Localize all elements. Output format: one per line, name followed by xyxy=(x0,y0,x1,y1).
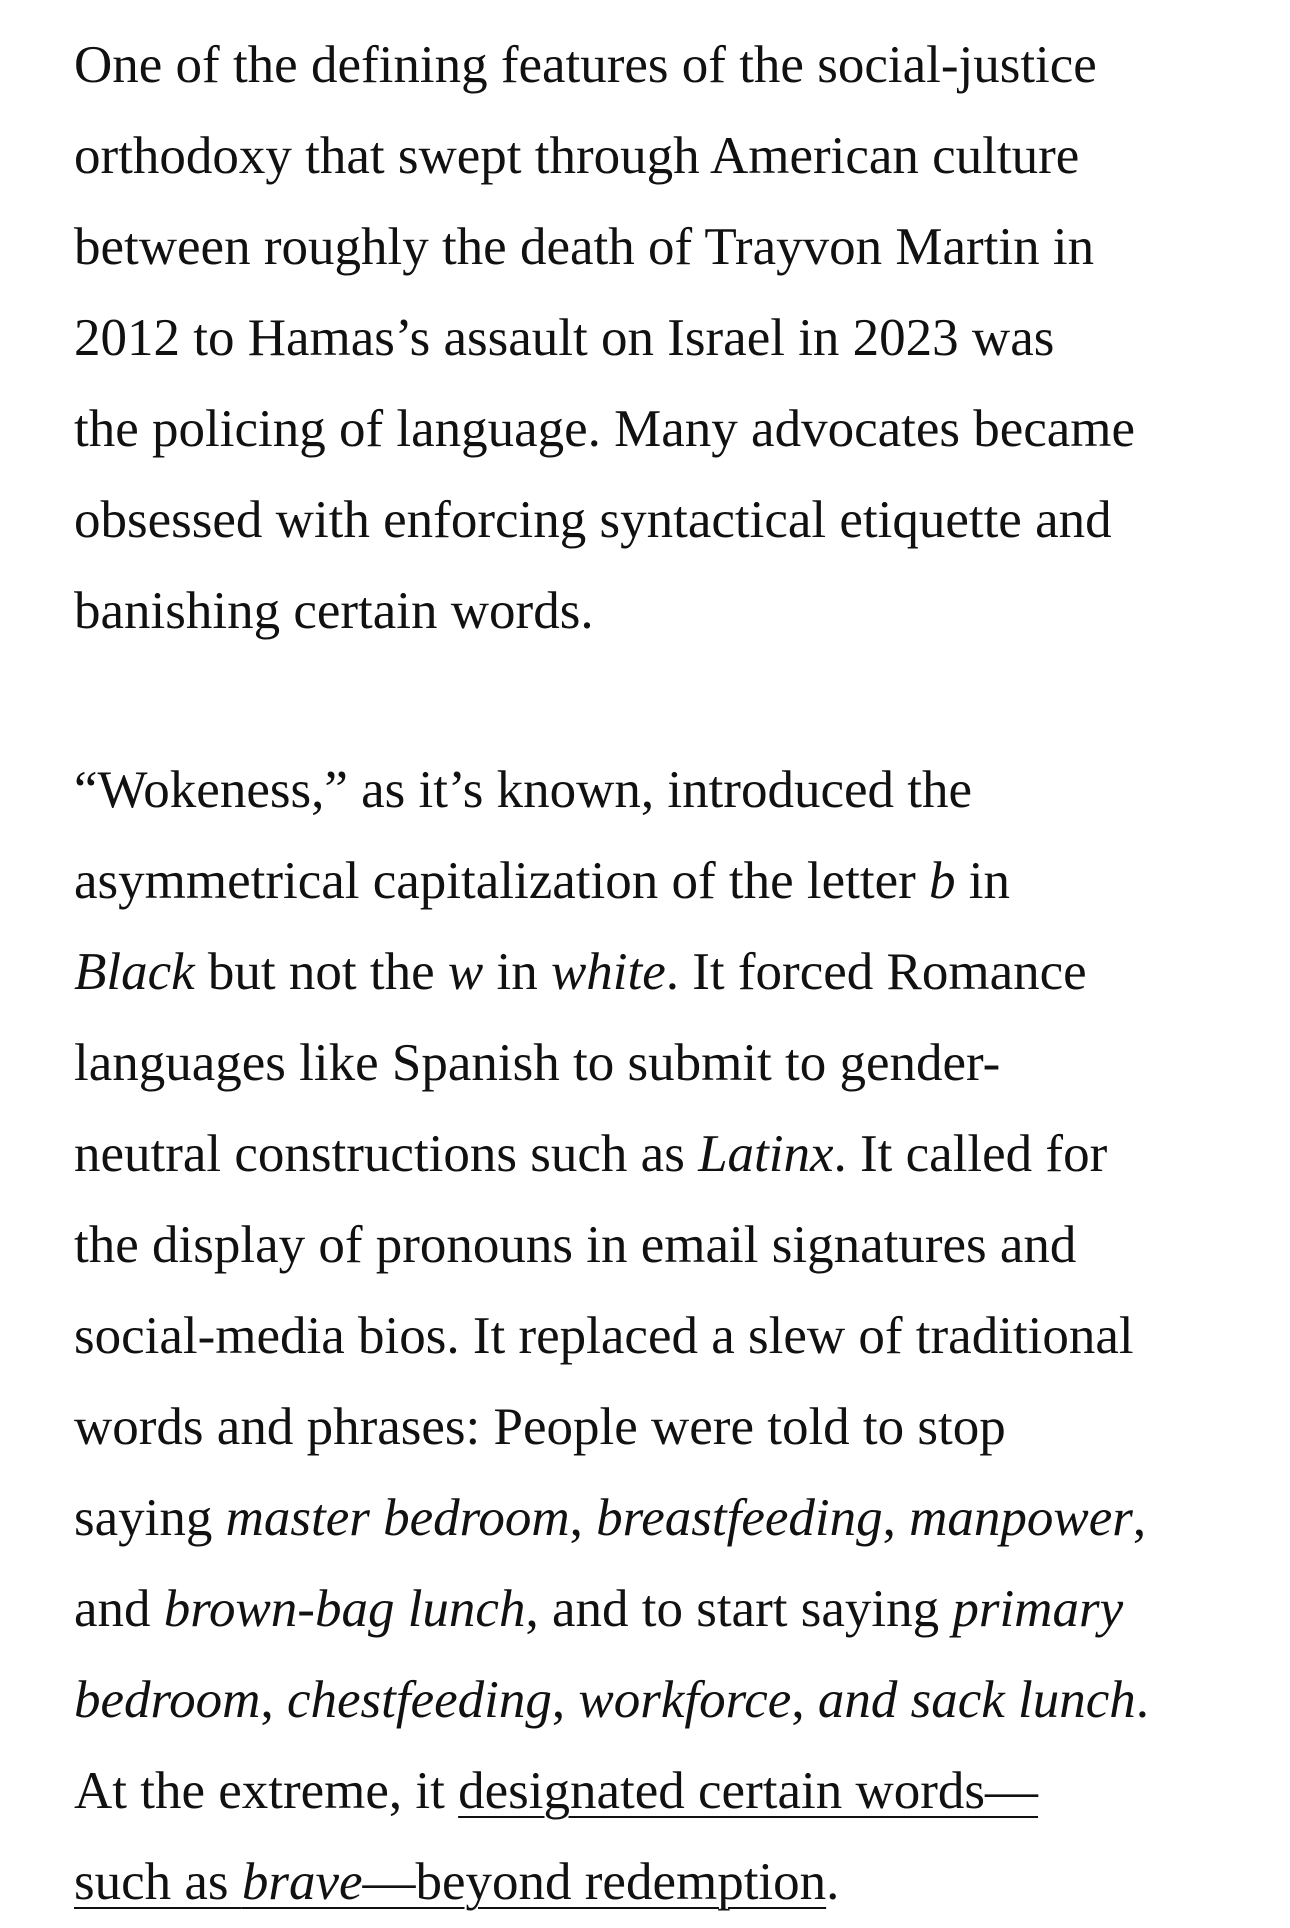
text-line xyxy=(74,1018,1254,1109)
italic-term: brave xyxy=(241,1853,363,1911)
text-run: “Wokeness,” as it’s known, introduced the xyxy=(74,761,972,819)
text-run: words and phrases: People were told to stop xyxy=(74,1398,1006,1456)
italic-term: Black xyxy=(74,943,195,1001)
text-run: and xyxy=(74,1580,164,1638)
text-line xyxy=(74,1564,1254,1655)
italic-term: brown-bag lunch xyxy=(163,1580,526,1638)
link-text: designated certain words— xyxy=(458,1762,1038,1820)
inline-link-designated-words-continued[interactable] xyxy=(74,1853,826,1911)
text-run: in xyxy=(955,852,1010,910)
text-run: , xyxy=(882,1489,910,1547)
italic-term: primary xyxy=(952,1580,1124,1638)
text-run: . It forced Romance xyxy=(665,943,1087,1001)
text-line: orthodoxy that swept through American culture xyxy=(74,127,1080,185)
text-line xyxy=(74,1473,1254,1564)
text-line xyxy=(74,1746,1254,1837)
paragraph-2 xyxy=(74,745,1254,1928)
paragraph-1 xyxy=(74,20,1254,657)
text-run: . xyxy=(1135,1671,1149,1729)
italic-term: master bedroom xyxy=(225,1489,570,1547)
text-run: neutral constructions such as xyxy=(74,1125,699,1183)
text-line xyxy=(74,1109,1254,1200)
text-run: . xyxy=(826,1853,840,1911)
text-line xyxy=(74,745,1254,836)
italic-term: bedroom xyxy=(74,1671,261,1729)
inline-link-designated-words[interactable] xyxy=(458,1762,1038,1820)
text-run: . It called for xyxy=(833,1125,1108,1183)
text-run: , xyxy=(569,1489,597,1547)
text-run: , xyxy=(260,1671,287,1729)
text-run: the display of pronouns in email signatures and xyxy=(74,1216,1077,1274)
text-line xyxy=(74,1291,1254,1382)
text-line xyxy=(74,1382,1254,1473)
italic-term: b xyxy=(929,852,956,910)
text-line: the policing of language. Many advocates became xyxy=(74,400,1136,458)
text-run: in xyxy=(483,943,551,1001)
text-run: At the extreme, it xyxy=(74,1762,459,1820)
text-run: , xyxy=(1132,1489,1147,1547)
article-body xyxy=(74,20,1254,1928)
text-line xyxy=(74,1200,1254,1291)
text-line xyxy=(74,927,1254,1018)
link-text: —beyond redemption xyxy=(362,1853,827,1911)
italic-term: white xyxy=(550,943,666,1001)
text-line: One of the defining features of the social-justice xyxy=(74,36,1097,94)
text-run: saying xyxy=(74,1489,226,1547)
text-line: banishing certain words. xyxy=(74,582,594,640)
text-line: obsessed with enforcing syntactical etiquette and xyxy=(74,491,1112,549)
text-run: asymmetrical capitalization of the letter xyxy=(74,852,929,910)
text-line xyxy=(74,836,1254,927)
link-text: such as xyxy=(74,1853,242,1911)
italic-term: w xyxy=(447,943,484,1001)
text-run: , xyxy=(791,1671,818,1729)
text-line xyxy=(74,1837,1254,1928)
italic-term: breastfeeding xyxy=(596,1489,883,1547)
italic-term: workforce xyxy=(578,1671,792,1729)
text-run: languages like Spanish to submit to gender- xyxy=(74,1034,1001,1092)
text-run: social-media bios. It replaced a slew of traditional xyxy=(74,1307,1134,1365)
text-run: , xyxy=(551,1671,579,1729)
italic-term: Latinx xyxy=(698,1125,834,1183)
text-run: , and to start saying xyxy=(525,1580,953,1638)
text-line xyxy=(74,1655,1254,1746)
italic-term: manpower xyxy=(909,1489,1133,1547)
text-run: but not the xyxy=(194,943,448,1001)
text-line: 2012 to Hamas’s assault on Israel in 2023 was xyxy=(74,309,1055,367)
italic-term: and sack lunch xyxy=(817,1671,1136,1729)
italic-term: chestfeeding xyxy=(286,1671,552,1729)
text-line: between roughly the death of Trayvon Martin in xyxy=(74,218,1095,276)
